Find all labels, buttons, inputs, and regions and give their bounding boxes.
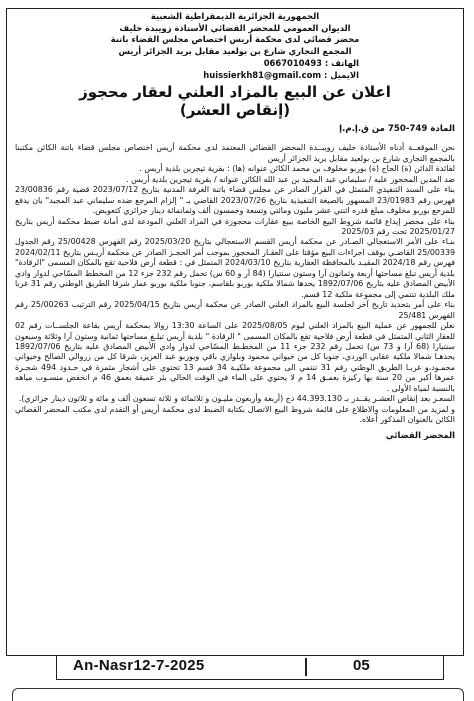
paragraph-enforcement-title: بناء على السند التنفيذي المتمثل في القرار الصادر عن مجلس قضاء باتنة الغرفة المدنية بتاريخ 2023/07/12 قضية رقم 23/00836 فهرس رقم 23/01983 المسهور بالصيغة التنفيذية بتاريخ 2023/07/26 القاضي بـ " إلزام المرجع ضده سليماني عبد المجيد" بان يدفع للمرجع بوربو مخلوف مبلغ قدره اثنتي عشر مليون ومائتي وتسعة وخمسون ألف وثمانمائة دينار جزائري كتعويض. xyxy=(15,185,456,216)
paragraph-information: و لمزيد من المعلومات والاطلاع على قائمة شروط البيع الاتصال بكتابة الضبط لدى محكمة أريس أو التقدم لدى مكتب المحضر القضائي الكائن بالعنوان المذكور أعلاه. xyxy=(15,404,455,425)
paragraph-bailiff: نحن الموقعــة أدناه الأستاذة خليف زويبــدة المحضر القضائي المعتمد لدى محكمة أريس اختصاص مجلس قضاء باتنة الكائن مكتبنا بالمجمع التجاري شارع بن بولعيد مقابل بريد الجزائر أريس xyxy=(15,143,455,163)
legal-notice xyxy=(6,8,464,656)
paragraph-conditions-deposit: بناء على محضر إيداع قائمة شروط البيع الخاصة ببيع عقارات محجوزة في المزاد العلني المودعة لدى أمانة ضبط محكمة أريس بتاريخ 2025/01/27 تحت رقم 2025/03 xyxy=(15,216,455,236)
paragraph-creditor: لفائدة الدائن (ة) الحاج (ة) بوربو مخلوف بن محمد الكائن عنوانه (ها) : بقرية تيجرين بلدية أريس . xyxy=(139,164,455,174)
paragraph-price: السعـر بعد إنقاص العشـر يقــدر بـ 44.393.130 دج (أربعة وأربعون مليـون و ثلاثمائة و ثلاثة تسعون ألف و مائة و ثلاثون دينار جزائري). xyxy=(18,394,455,404)
notice-title: اعلان عن البيع بالمزاد العلني لعقار محجوز xyxy=(79,83,391,102)
header-court: محضر قضائي لدى محكمة أريس اختصاص مجلس القضاء باتنة xyxy=(110,34,360,45)
notice-header xyxy=(7,9,463,57)
paragraph-new-date-order: بناء على أمر بتحديد تاريخ آخر لجلسة البيع بالمزاد العلني الصادر عن محكمة أريس بتاريخ 2025/04/15 رقم الترتيب 25/00263 رقم الفهرس 25/481 xyxy=(15,300,456,320)
email-label: الايميل : xyxy=(323,70,359,81)
paragraph-auction-announcement: نعلن للجمهور عن عملية البيع بالمزاد العلني ليوم 2025/08/05 على الساعة 13:30 زوالا بمحكمة أريس بقاعة الجلســات رقم 02 للعقار الثاني المتمثل في قطعة أرض فلاحية تقع بالمكان المسمى " الرقادة " بلدية أريس تبلـغ مساحتها ثمانية وستون آرا وثلاثة وسبعون سنتيارا (68 آرا و 73 س) تحمل رقم 232 جزء 11 من المخطـط المسّاحي لدوار وادي الأبيض المصادق عليه بتاريخ 1892/07/06 يحدهـا شمالا ملكية عقابي الوردي، جنوبا كل من خيواني محمود وبلوازي باقي وبوربو عبد العزيز، شرقا كل من زروالي الصالح وخيواني محمـود،و غربـا الطريق الوطني رقم 31 تنتمي الى مجموعة ملكيـة 34 قسم 13 تحتوي على أشجار مثمرة في حـدود 494 شجـرة عمرها أكبر من 20 سنة بها ركيزة بعمـق 14 م لا يحتوي على الماء في الوقت الحالي بئر عميقة بعمق 46 م انخفض منسـوب مياهه بالنسبة لمياه الأولى . xyxy=(15,321,456,393)
notice-body xyxy=(7,143,463,439)
paragraph-summary-order: بنـاء على الأمر الاستعجالي الصـادر عن محكمة أريس القسم الاستعجالي بتاريخ 2025/03/20 رقم الفهرس 25/00428 رقم الجدول 25/00339 القاضـي بوقف اجراءات البيع مؤقتا على العقـار المحجوز بموجب أمر الحجـز الصادر عن محكمة أريـس بتاريخ 2024/02/11 فهرس رقم 2024/18 المقيـد بالمحافظة العقارية بتاريخ 2024/03/10 المتمثل في : قطعة أرض فلاحية تقع بالمكان المسمى "الرقادة" بلدية أريس تبلغ مساحتها أربعة وثمانون آرا وستون سنتيارا (84 آر و 60 س) تحمل رقم 232 جزء 12 من المخطط المسّاحي لدوار وادي الأبيض المصادق عليه بتاريخ 1892/07/06 يحدها شمالا ملكية بوربو بلقاسم، جنوبا ملكية بوربو عمار شرقا الطريق الوطني رقم 31 غربا ملك البلدية تنتمي إلى مجموعة ملكية 12 قسم. xyxy=(15,237,456,299)
header-office: الديوان العمومي للمحضر القضائي الأستاذة زويبدة خليف xyxy=(119,22,351,33)
page-number: 05 xyxy=(353,657,370,674)
footer-divider xyxy=(305,658,307,676)
email-address: huissierkh81@gmail.com xyxy=(203,70,322,81)
contact-email xyxy=(7,69,463,81)
publication-date: An-Nasr12-7-2025 xyxy=(73,657,205,674)
phone-number: 0667010493 xyxy=(263,58,322,69)
contact-phone xyxy=(7,57,463,69)
legal-article-reference: المادة 749-750 من ق.إ.م.إ xyxy=(339,124,455,135)
page-footer xyxy=(56,656,444,680)
notice-subtitle: (إنقاص العشر) xyxy=(179,101,291,120)
phone-label: الهاتف : xyxy=(324,58,359,69)
paragraph-debtor: ضد المدين المحجوز عليه / سليماني عبد المجيد بن عبد الله الكائن عنوانه / بقرية تيجرين بلدية أريس . xyxy=(126,174,455,184)
header-republic: الجمهورية الجزائرية الديمقراطية الشعبية xyxy=(150,11,320,21)
next-notice-edge xyxy=(12,688,464,701)
signature: المحضر القضائي xyxy=(385,429,455,440)
header-address: المجمع التجاري شارع بن بولعيد مقابل بريد الجزائر أريس xyxy=(118,45,352,56)
